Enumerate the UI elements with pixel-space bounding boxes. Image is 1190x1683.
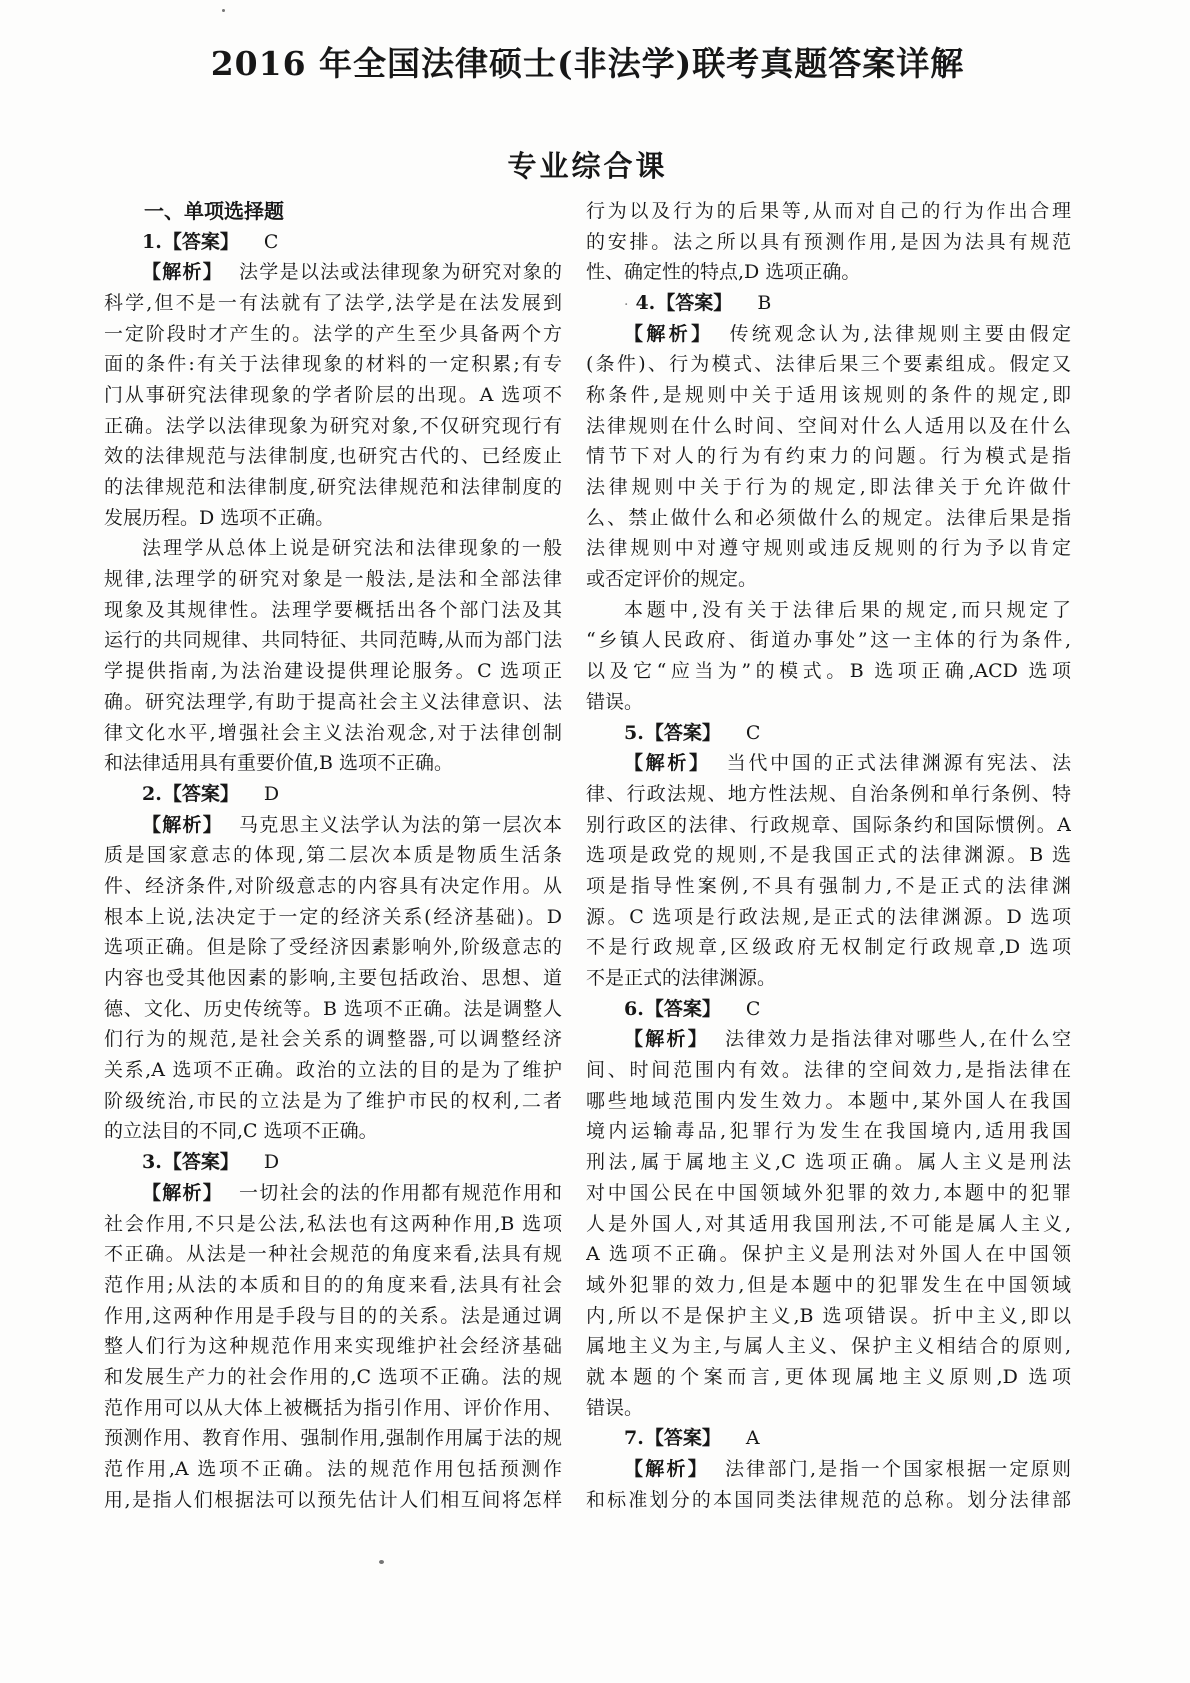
explain-label: 【解析】 bbox=[142, 1181, 224, 1204]
text-line: 一定阶段时才产生的。法学的产生至少具备两个方 bbox=[104, 322, 562, 345]
text-line: 现象及其规律性。法理学要概括出各个部门法及其 bbox=[104, 598, 562, 621]
text-line: 情节下对人的行为有约束力的问题。行为模式是指 bbox=[586, 445, 1071, 468]
text-line: (条件)、行为模式、法律后果三个要素组成。假定又 bbox=[586, 353, 1071, 376]
text-line: 整人们行为这种规范作用来实现维护社会经济基础 bbox=[104, 1335, 562, 1358]
text-line: 德、文化、历史传统等。B 选项不正确。法是调整人 bbox=[104, 997, 562, 1020]
text-line: 律文化水平,增强社会主义法治观念,对于法律创制 bbox=[104, 721, 562, 744]
scan-speck bbox=[379, 1560, 384, 1564]
text-line: 内,所以不是保护主义,B 选项错误。折中主义,即以 bbox=[586, 1304, 1071, 1327]
text-line: 阶级统治,市民的立法是为了维护市民的权利,二者 bbox=[104, 1089, 562, 1112]
line-text: 马克思主义法学认为法的第一层次本 bbox=[239, 813, 562, 836]
answer-number: 1. bbox=[142, 230, 162, 253]
explain-label: 【解析】 bbox=[624, 322, 714, 345]
text-line: 别行政区的法律、行政规章、国际条约和国际惯例。A bbox=[586, 813, 1071, 836]
answer-line bbox=[104, 1147, 562, 1178]
text-line: A 选项不正确。保护主义是刑法对外国人在中国领 bbox=[586, 1243, 1071, 1266]
answer-label: 【答案】 bbox=[162, 1151, 239, 1174]
text-line: 们行为的规范,是社会关系的调整器,可以调整经济 bbox=[104, 1028, 562, 1051]
answer-label: 【答案】 bbox=[656, 291, 733, 314]
section-heading: 一、单项选择题 bbox=[144, 198, 284, 223]
text-line: 不正确。从法是一种社会规范的角度来看,法具有规 bbox=[104, 1243, 562, 1266]
text-line: 正确。法学以法律现象为研究对象,不仅研究现行有 bbox=[104, 414, 562, 437]
text-line: 错误。 bbox=[586, 1396, 644, 1419]
answer-number: 6. bbox=[624, 997, 644, 1020]
text-line: 根本上说,法决定于一定的经济关系(经济基础)。D bbox=[104, 905, 562, 928]
text-line: 规律,法理学的研究对象是一般法,是法和全部法律 bbox=[104, 568, 562, 591]
right-column bbox=[586, 196, 1071, 1516]
answer-letter: B bbox=[757, 291, 772, 314]
text-line: 关系,A 选项不正确。政治的立法的目的是为了维护 bbox=[104, 1059, 562, 1082]
text-line: 域外犯罪的效力,但是本题中的犯罪发生在中国领域 bbox=[586, 1273, 1071, 1296]
page-title: 2016 年全国法律硕士(非法学)联考真题答案详解 bbox=[210, 44, 965, 83]
text-line: 发展历程。D 选项不正确。 bbox=[104, 506, 335, 529]
text-line: 法理学从总体上说是研究法和法律现象的一般 bbox=[142, 537, 562, 560]
answer-number: 5. bbox=[624, 721, 644, 744]
text-line bbox=[104, 1178, 562, 1209]
text-line: 属地主义为主,与属人主义、保护主义相结合的原则, bbox=[586, 1335, 1071, 1358]
text-line: 本题中,没有关于法律后果的规定,而只规定了 bbox=[624, 598, 1071, 621]
answer-label: 【答案】 bbox=[644, 721, 721, 744]
line-text: 法学是以法或法律现象为研究对象的 bbox=[239, 261, 562, 284]
text-line: 刑法,属于属地主义,C 选项正确。属人主义是刑法 bbox=[586, 1151, 1071, 1174]
text-line bbox=[586, 319, 1071, 350]
line-text: 当代中国的正式法律渊源有宪法、法 bbox=[726, 752, 1071, 775]
text-line: 人是外国人,对其适用我国刑法,不可能是属人主义, bbox=[586, 1212, 1071, 1235]
explain-label: 【解析】 bbox=[624, 1028, 709, 1051]
text-line: 法律规则中对遵守规则或违反规则的行为予以肯定 bbox=[586, 537, 1071, 560]
explain-label: 【解析】 bbox=[624, 1458, 709, 1481]
text-line: 用,是指人们根据法可以预先估计人们相互间将怎样 bbox=[104, 1488, 562, 1511]
answer-label: 【答案】 bbox=[162, 230, 239, 253]
text-line: 预测作用、教育作用、强制作用,强制作用属于法的规 bbox=[104, 1427, 562, 1450]
answer-letter: C bbox=[263, 230, 279, 253]
section-title: 专业综合课 bbox=[507, 148, 668, 183]
text-line: 学提供指南,为法治建设提供理论服务。C 选项正 bbox=[104, 660, 562, 683]
answer-letter: D bbox=[263, 782, 280, 805]
text-line: 和标准划分的本国同类法律规范的总称。划分法律部 bbox=[586, 1488, 1071, 1511]
text-line bbox=[586, 1024, 1071, 1055]
text-line: 行为以及行为的后果等,从而对自己的行为作出合理 bbox=[586, 199, 1071, 222]
page-content bbox=[104, 0, 1071, 1515]
two-column-layout bbox=[104, 196, 1071, 1516]
line-text: 法律效力是指法律对哪些人,在什么空 bbox=[725, 1028, 1071, 1051]
text-line: 的立法目的不同,C 选项不正确。 bbox=[104, 1120, 378, 1143]
answer-letter: C bbox=[745, 721, 761, 744]
answer-line bbox=[104, 227, 562, 258]
text-line: 间、时间范围内有效。法律的空间效力,是指法律在 bbox=[586, 1059, 1071, 1082]
text-line: 门从事研究法律现象的学者阶层的出现。A 选项不 bbox=[104, 383, 562, 406]
text-line: 的安排。法之所以具有预测作用,是因为法具有规范 bbox=[586, 230, 1071, 253]
text-line: 范作用;从法的本质和目的的角度来看,法具有社会 bbox=[104, 1273, 562, 1296]
text-line: 对中国公民在中国领域外犯罪的效力,本题中的犯罪 bbox=[586, 1181, 1071, 1204]
explain-label: 【解析】 bbox=[142, 813, 224, 836]
scan-speck: · bbox=[624, 296, 629, 313]
text-line: 境内运输毒品,犯罪行为发生在我国境内,适用我国 bbox=[586, 1120, 1071, 1143]
text-line: 效的法律规范与法律制度,也研究古代的、已经废止 bbox=[104, 445, 562, 468]
answer-label: 【答案】 bbox=[644, 1427, 721, 1450]
line-text: 法律部门,是指一个国家根据一定原则 bbox=[725, 1458, 1071, 1481]
text-line: 的法律规范和法律制度,研究法律规范和法律制度的 bbox=[104, 476, 562, 499]
text-line: 以及它“应当为”的模式。B 选项正确,ACD 选项 bbox=[586, 660, 1071, 683]
line-text: 一切社会的法的作用都有规范作用和 bbox=[239, 1181, 562, 1204]
text-line: 法律规则中关于行为的规定,即法律关于允许做什 bbox=[586, 476, 1071, 499]
text-line bbox=[586, 1454, 1071, 1485]
text-line: 范作用,A 选项不正确。法的规范作用包括预测作 bbox=[104, 1458, 562, 1481]
text-line: 选项是政党的规则,不是我国正式的法律渊源。B 选 bbox=[586, 844, 1071, 867]
text-line: 和发展生产力的社会作用的,C 选项不正确。法的规 bbox=[104, 1365, 562, 1388]
answer-letter: C bbox=[745, 997, 761, 1020]
text-line: 项是指导性案例,不具有强制力,不是正式的法律渊 bbox=[586, 874, 1071, 897]
text-line: 内容也受其他因素的影响,主要包括政治、思想、道 bbox=[104, 967, 562, 990]
text-line: 不是行政规章,区级政府无权制定行政规章,D 选项 bbox=[586, 936, 1071, 959]
text-line: 源。C 选项是行政法规,是正式的法律渊源。D 选项 bbox=[586, 905, 1071, 928]
answer-label: 【答案】 bbox=[162, 782, 239, 805]
answer-letter: D bbox=[263, 1151, 280, 1174]
answer-letter: A bbox=[745, 1427, 760, 1450]
line-text: 传统观念认为,法律规则主要由假定 bbox=[729, 322, 1071, 345]
text-line: 称条件,是规则中关于适用该规则的条件的规定,即 bbox=[586, 383, 1071, 406]
answer-number: 7. bbox=[624, 1427, 644, 1450]
text-line bbox=[586, 748, 1071, 779]
text-line: 法律规则在什么时间、空间对什么人适用以及在什么 bbox=[586, 414, 1071, 437]
answer-number: 4. bbox=[635, 291, 656, 314]
text-line: 和法律适用具有重要价值,B 选项不正确。 bbox=[104, 752, 454, 775]
text-line: 件、经济条件,对阶级意志的内容具有决定作用。从 bbox=[104, 874, 562, 897]
text-line bbox=[104, 810, 562, 841]
answer-number: 2. bbox=[142, 782, 162, 805]
explain-label: 【解析】 bbox=[624, 752, 711, 775]
answer-label: 【答案】 bbox=[644, 997, 721, 1020]
text-line: 确。研究法理学,有助于提高社会主义法律意识、法 bbox=[104, 690, 562, 713]
text-line: “乡镇人民政府、街道办事处”这一主体的行为条件, bbox=[586, 629, 1071, 652]
text-line: 作用,这两种作用是手段与目的的关系。法是通过调 bbox=[104, 1304, 562, 1327]
text-line: 律、行政法规、地方性法规、自治条例和单行条例、特 bbox=[586, 782, 1071, 805]
answer-number: 3. bbox=[142, 1151, 162, 1174]
answer-line bbox=[104, 779, 562, 810]
explain-label: 【解析】 bbox=[142, 261, 224, 284]
text-line: 错误。 bbox=[586, 690, 644, 713]
text-line: 质是国家意志的体现,第二层次本质是物质生活条 bbox=[104, 844, 562, 867]
left-column bbox=[104, 196, 562, 1516]
text-line: 运行的共同规律、共同特征、共同范畴,从而为部门法 bbox=[104, 629, 562, 652]
text-line: 或否定评价的规定。 bbox=[586, 568, 758, 591]
text-line: 选项正确。但是除了受经济因素影响外,阶级意志的 bbox=[104, 936, 562, 959]
text-line: 社会作用,不只是公法,私法也有这两种作用,B 选项 bbox=[104, 1212, 562, 1235]
text-line: 面的条件:有关于法律现象的材料的一定积累;有专 bbox=[104, 353, 562, 376]
answer-line bbox=[586, 718, 1071, 749]
text-line: 哪些地域范围内发生效力。本题中,某外国人在我国 bbox=[586, 1089, 1071, 1112]
answer-line bbox=[586, 994, 1071, 1025]
text-line: 不是正式的法律渊源。 bbox=[586, 967, 777, 990]
text-line bbox=[104, 257, 562, 288]
text-line: 么、禁止做什么和必须做什么的规定。法律后果是指 bbox=[586, 506, 1071, 529]
answer-line bbox=[586, 1423, 1071, 1454]
text-line: 范作用可以从大体上被概括为指引作用、评价作用、 bbox=[104, 1396, 562, 1419]
text-line: 性、确定性的特点,D 选项正确。 bbox=[586, 261, 861, 284]
text-line: 就本题的个案而言,更体现属地主义原则,D 选项 bbox=[586, 1365, 1071, 1388]
text-line: 科学,但不是一有法就有了法学,法学是在法发展到 bbox=[104, 291, 562, 314]
answer-line bbox=[586, 288, 1071, 319]
